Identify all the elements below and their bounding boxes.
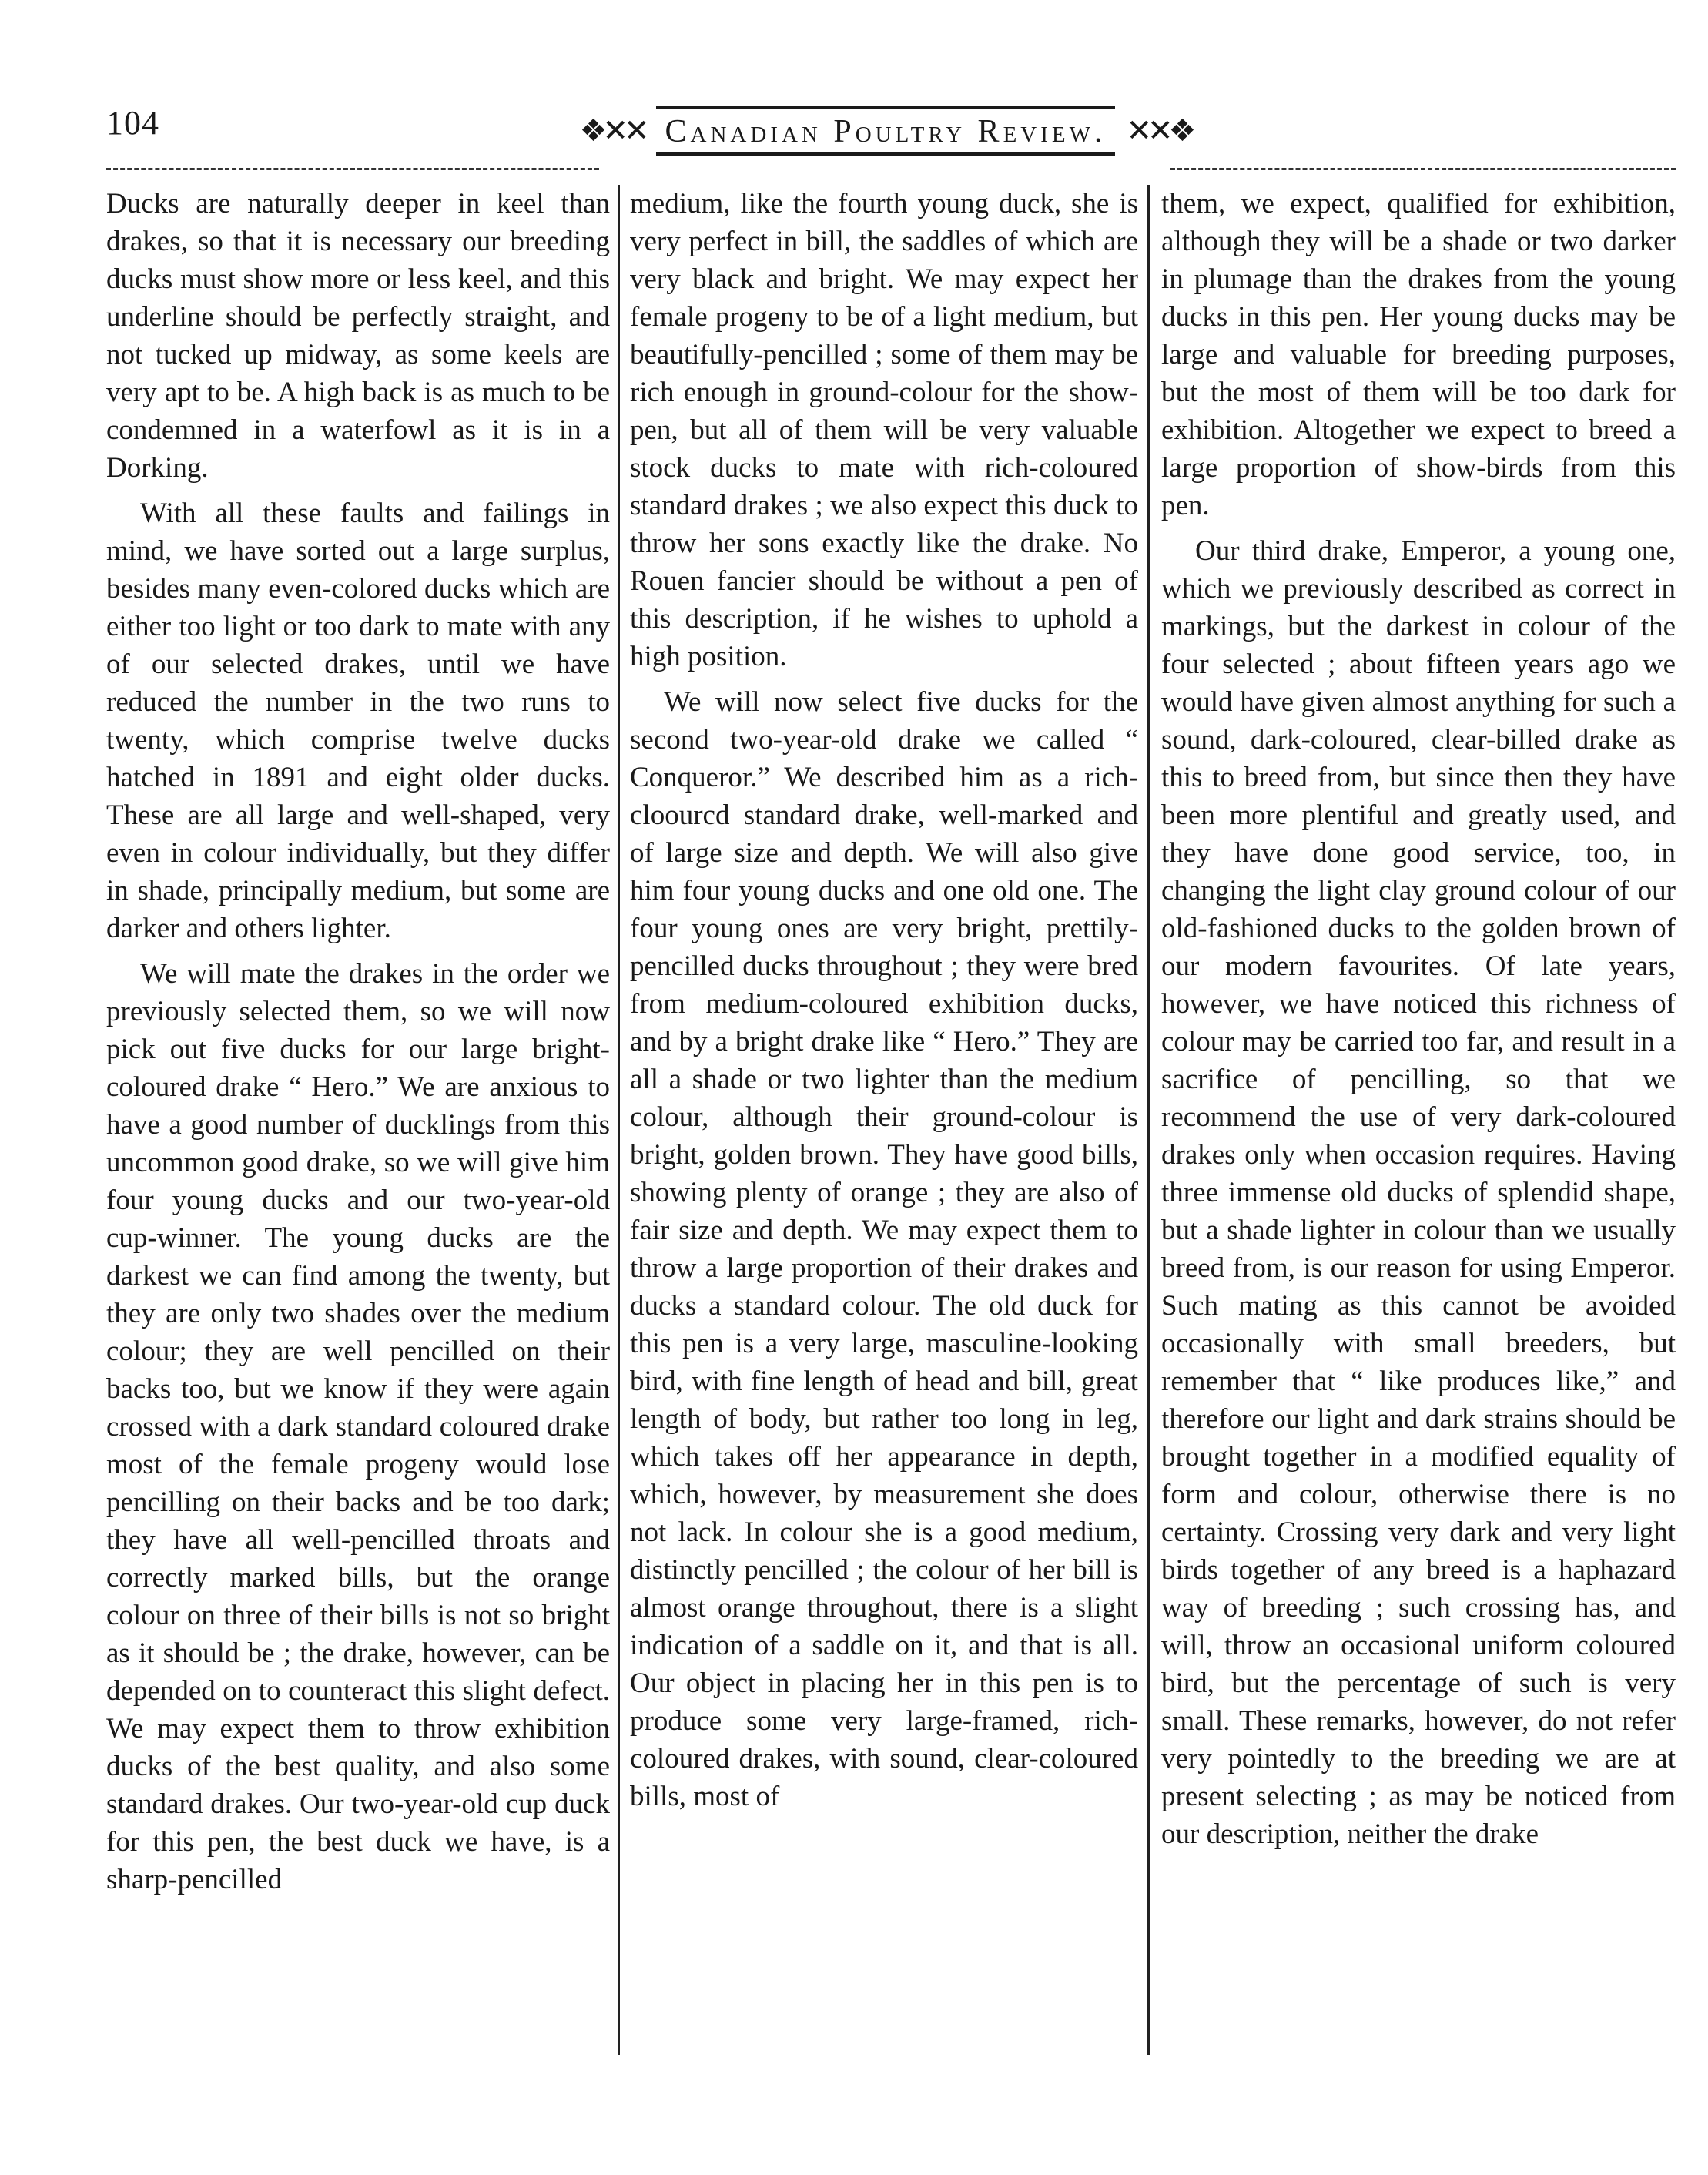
text-column-2 xyxy=(630,185,1138,1823)
header-rule-right xyxy=(1170,168,1676,170)
paragraph: We will now select five ducks for the second two-year-old drake we called “ Conqueror.” We described him as a rich-cloourcd standard drake, well-marked and of large size and depth. We will also give him four young ducks and one old one. The four young ones are very bright, prettily-pencilled ducks throughout ; they were bred from medium-coloured exhibition ducks, and by a bright drake like “ Hero.” They are all a shade or two lighter than the medium colour, although their ground-colour is bright, golden brown. They have good bills, showing plenty of orange ; they are also of fair size and depth. We may expect them to throw a large proportion of their drakes and ducks a standard colour. The old duck for this pen is a very large, masculine-looking bird, with fine length of head and bill, great length of body, but rather too long in leg, which takes off her appearance in depth, which, however, by measurement she does not lack. In colour she is a good medium, distinctly pencilled ; the colour of her bill is almost orange throughout, there is a slight indication of a saddle on it, and that is all. Our object in placing her in this pen is to produce some very large-framed, rich-coloured drakes, with sound, clear-coloured bills, most of xyxy=(630,686,1138,1812)
paragraph: With all these faults and failings in mind, we have sorted out a large surplus, besides many even-colored ducks which are either too light or too dark to mate with any of our selected drakes, until we have reduced the number in the two runs to twenty, which comprise twelve ducks hatched in 1891 and eight older ducks. These are all large and well-shaped, very even in colour individually, but they differ in shade, principally medium, but some are darker and others lighter. xyxy=(106,498,610,944)
paragraph: We will mate the drakes in the order we previously selected them, so we will now pick out five ducks for our large bright-coloured drake “ Hero.” We are anxious to have a good number of ducklings from this uncommon good drake, so we will give him four young ducks and our two-year-old cup-winner. The young ducks are the darkest we can find among the twenty, but they are only two shades over the medium colour; they are well pencilled on their backs too, but we know if they were again crossed with a dark standard coloured drake most of the female progeny would lose pencilling on their backs and be too dark; they have all well-pencilled throats and correctly marked bills, but the orange colour on three of their bills is not so bright as it should be ; the drake, however, can be depended on to counteract this slight defect. We may expect them to throw exhibition ducks of the best quality, and also some standard drakes. Our two-year-old cup duck for this pen, the best duck we have, is a sharp-pencilled xyxy=(106,958,610,1895)
paragraph: Ducks are naturally deeper in keel than drakes, so that it is necessary our breeding ducks must show more or less keel, and this underline should be perfectly straight, and not tucked up midway, as some keels are very apt to be. A high back is as much to be condemned in a waterfowl as it is in a Dorking. xyxy=(106,188,610,484)
masthead-title: Canadian Poultry Review. xyxy=(656,106,1116,156)
masthead-ornament-right: ✕✕❖ xyxy=(1126,113,1192,149)
masthead-ornament-left: ❖✕✕ xyxy=(579,113,645,149)
masthead xyxy=(579,99,1192,163)
paragraph: medium, like the fourth young duck, she is very perfect in bill, the saddles of which are very black and bright. We may expect her female progeny to be of a light medium, but beautifully-pencilled ; some of them may be rich enough in ground-colour for the show-pen, but all of them will be very valuable stock ducks to mate with rich-coloured standard drakes ; we also expect this duck to throw her sons exactly like the drake. No Rouen fancier should be without a pen of this description, if he wishes to uphold a high position. xyxy=(630,188,1138,672)
column-rule-2 xyxy=(1147,185,1150,2055)
page-number: 104 xyxy=(106,104,159,142)
header-rule-left xyxy=(106,168,599,170)
text-column-1 xyxy=(106,185,610,1906)
column-rule-1 xyxy=(618,185,620,2055)
paragraph: them, we expect, qualified for exhibition, although they will be a shade or two darker in plumage than the drakes from the young ducks in this pen. Her young ducks may be large and valuable for breeding purposes, but the most of them will be too dark for exhibition. Altogether we expect to breed a large proportion of show-birds from this pen. xyxy=(1161,188,1676,521)
text-column-3 xyxy=(1161,185,1676,1861)
paragraph: Our third drake, Emperor, a young one, which we previously described as correct in markings, but the darkest in colour of the four selected ; about fifteen years ago we would have given almost anything for such a sound, dark-coloured, clear-billed drake as this to breed from, but since then they have been more plentiful and greatly used, and they have done good service, too, in changing the light clay ground colour of our old-fashioned ducks to the golden brown of our modern favourites. Of late years, however, we have noticed this richness of colour may be carried too far, and result in a sacrifice of pencilling, so that we recommend the use of very dark-coloured drakes only when occasion requires. Having three immense old ducks of splendid shape, but a shade lighter in colour than we usually breed from, is our reason for using Emperor. Such mating as this cannot be avoided occasionally with small breeders, but remember that “ like produces like,” and therefore our light and dark strains should be brought together in a modified equality of form and colour, otherwise there is no certainty. Crossing very dark and very light birds together of any breed is a haphazard way of breeding ; such crossing has, and will, throw an occasional uniform coloured bird, but the percentage of such is very small. These remarks, however, do not refer very pointedly to the breeding we are at present selecting ; as may be noticed from our description, neither the drake xyxy=(1161,535,1676,1850)
